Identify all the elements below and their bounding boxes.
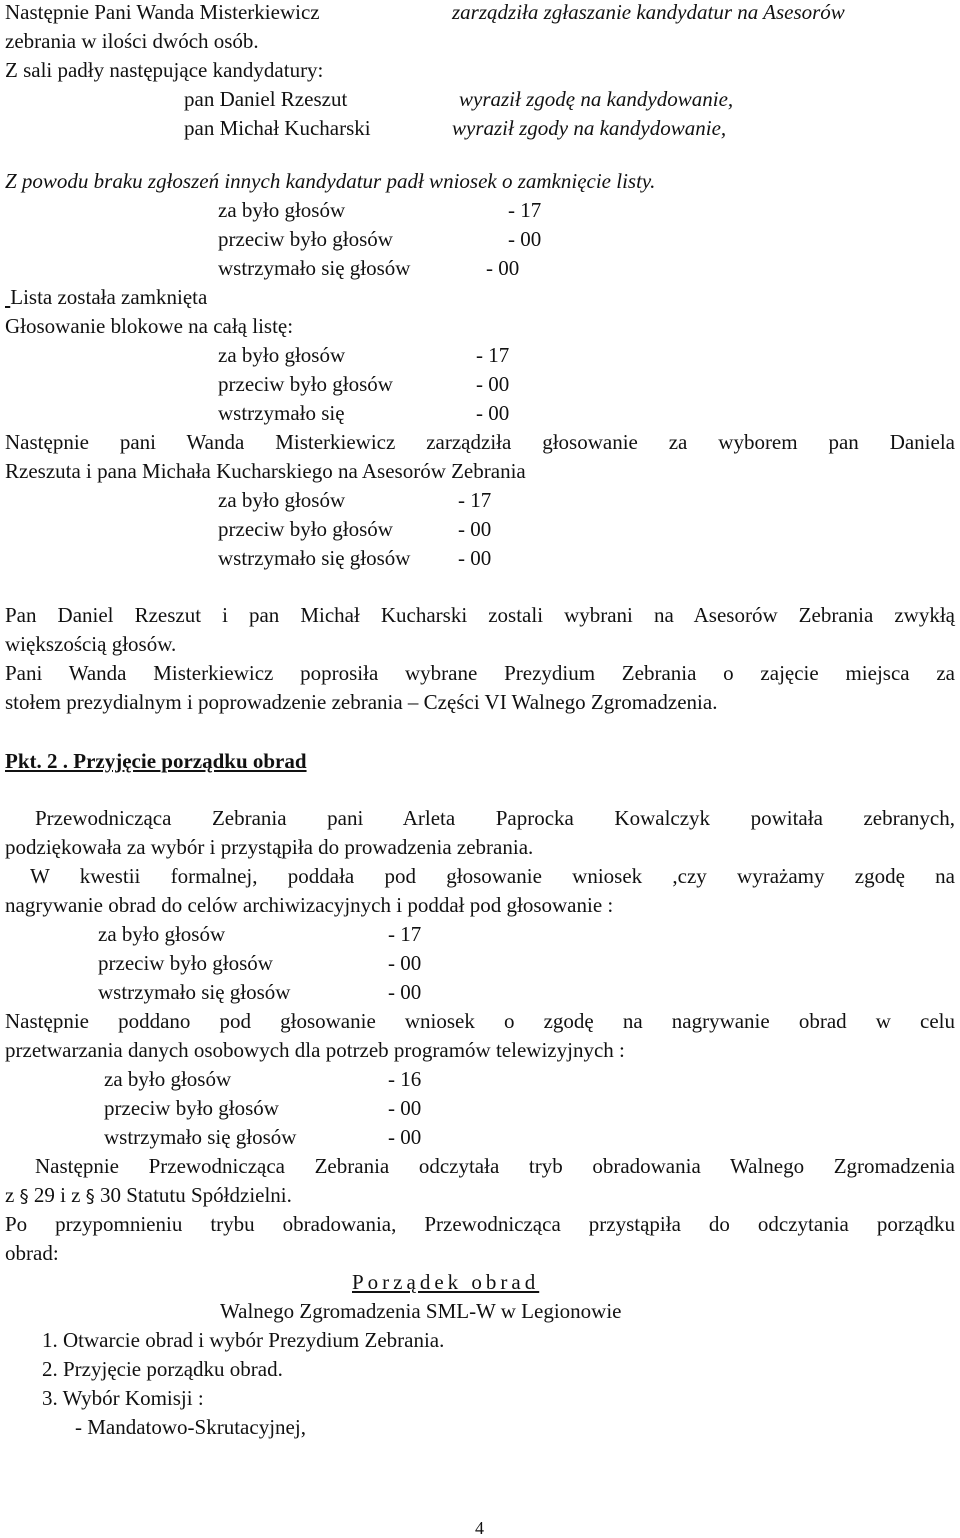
- text-line: nagrywanie obrad do celów archiwizacyjnych i poddał pod głosowanie :: [5, 893, 614, 917]
- page-number: 4: [475, 1518, 484, 1538]
- section-heading: Pkt. 2 . Przyjęcie porządku obrad: [5, 749, 307, 773]
- vote-label: za było głosów: [218, 488, 346, 512]
- vote-value: - 00: [388, 980, 422, 1004]
- vote-value: - 00: [486, 256, 520, 280]
- text-line: Pani Wanda Misterkiewicz poprosiła wybrane Prezydium Zebrania o zajęcie miejsca za: [5, 661, 955, 685]
- text-line: obrad:: [5, 1241, 59, 1265]
- vote-label: wstrzymało się głosów: [218, 256, 411, 280]
- vote-value: - 00: [458, 546, 492, 570]
- agenda-title: Porządek obrad: [352, 1270, 540, 1294]
- agenda-subitem: - Mandatowo-Skrutacyjnej,: [75, 1415, 306, 1439]
- agenda-subtitle: Walnego Zgromadzenia SML-W w Legionowie: [220, 1299, 622, 1323]
- vote-value: - 17: [458, 488, 492, 512]
- vote-label: za było głosów: [218, 198, 346, 222]
- text-line: zebrania w ilości dwóch osób.: [5, 29, 259, 53]
- text-line: Przewodnicząca Zebrania pani Arleta Paprocka Kowalczyk powitała zebranych,: [35, 806, 955, 830]
- vote-label: wstrzymało się głosów: [98, 980, 291, 1004]
- vote-value: - 00: [476, 372, 510, 396]
- text-line: Po przypomnieniu trybu obradowania, Przewodnicząca przystąpiła do odczytania porządku: [5, 1212, 955, 1236]
- text-line: Następnie Przewodnicząca Zebrania odczytała tryb obradowania Walnego Zgromadzenia: [35, 1154, 955, 1178]
- vote-label: przeciw było głosów: [98, 951, 273, 975]
- candidate-name: pan Michał Kucharski: [184, 116, 371, 140]
- text-line: Następnie Pani Wanda Misterkiewicz: [5, 0, 320, 24]
- text-line: Z powodu braku zgłoszeń innych kandydatur padł wniosek o zamknięcie listy.: [5, 169, 656, 193]
- vote-value: - 00: [458, 517, 492, 541]
- vote-value: - 00: [476, 401, 510, 425]
- text-line: stołem prezydialnym i poprowadzenie zebrania – Części VI Walnego Zgromadzenia.: [5, 690, 718, 714]
- vote-value: - 00: [508, 227, 542, 251]
- text-line: zarządziła zgłaszanie kandydatur na Asesorów: [452, 0, 845, 24]
- candidate-name: pan Daniel Rzeszut: [184, 87, 348, 111]
- text-line: Pan Daniel Rzeszut i pan Michał Kucharski zostali wybrani na Asesorów Zebrania zwykłą: [5, 603, 955, 627]
- vote-label: za było głosów: [218, 343, 346, 367]
- candidate-status: wyraził zgody na kandydowanie,: [452, 116, 727, 140]
- vote-label: przeciw było głosów: [104, 1096, 279, 1120]
- text-line: podziękowała za wybór i przystąpiła do prowadzenia zebrania.: [5, 835, 534, 859]
- vote-label: za było głosów: [98, 922, 226, 946]
- candidate-status: wyraził zgodę na kandydowanie,: [459, 87, 734, 111]
- vote-label: wstrzymało się głosów: [218, 546, 411, 570]
- agenda-item: 2. Przyjęcie porządku obrad.: [42, 1357, 283, 1381]
- vote-label: wstrzymało się głosów: [104, 1125, 297, 1149]
- vote-value: - 17: [388, 922, 422, 946]
- text-line: Głosowanie blokowe na całą listę:: [5, 314, 294, 338]
- vote-value: - 00: [388, 1125, 422, 1149]
- vote-label: przeciw było głosów: [218, 227, 393, 251]
- vote-value: - 17: [476, 343, 510, 367]
- vote-label: przeciw było głosów: [218, 372, 393, 396]
- text-line: Następnie poddano pod głosowanie wniosek o zgodę na nagrywanie obrad w celu: [5, 1009, 955, 1033]
- vote-label: przeciw było głosów: [218, 517, 393, 541]
- vote-value: - 00: [388, 951, 422, 975]
- vote-label: za było głosów: [104, 1067, 232, 1091]
- text-line: Następnie pani Wanda Misterkiewicz zarządziła głosowanie za wyborem pan Daniela: [5, 430, 955, 454]
- text-line: W kwestii formalnej, poddała pod głosowanie wniosek ,czy wyrażamy zgodę na: [30, 864, 955, 888]
- vote-label: wstrzymało się: [218, 401, 345, 425]
- section-sign: §: [19, 1186, 29, 1207]
- section-sign: §: [85, 1186, 95, 1207]
- agenda-item: 3. Wybór Komisji :: [42, 1386, 204, 1410]
- text-line: Lista została zamknięta: [10, 285, 208, 309]
- vote-value: - 17: [508, 198, 542, 222]
- vote-value: - 16: [388, 1067, 422, 1091]
- text-line: z § 29 i z § 30 Statutu Spółdzielni.: [5, 1183, 292, 1207]
- text-line: większością głosów.: [5, 632, 177, 656]
- agenda-item: 1. Otwarcie obrad i wybór Prezydium Zebrania.: [42, 1328, 445, 1352]
- vote-value: - 00: [388, 1096, 422, 1120]
- text-line: Rzeszuta i pana Michała Kucharskiego na Asesorów Zebrania: [5, 459, 526, 483]
- text-line: Z sali padły następujące kandydatury:: [5, 58, 324, 82]
- text-line: przetwarzania danych osobowych dla potrzeb programów telewizyjnych :: [5, 1038, 625, 1062]
